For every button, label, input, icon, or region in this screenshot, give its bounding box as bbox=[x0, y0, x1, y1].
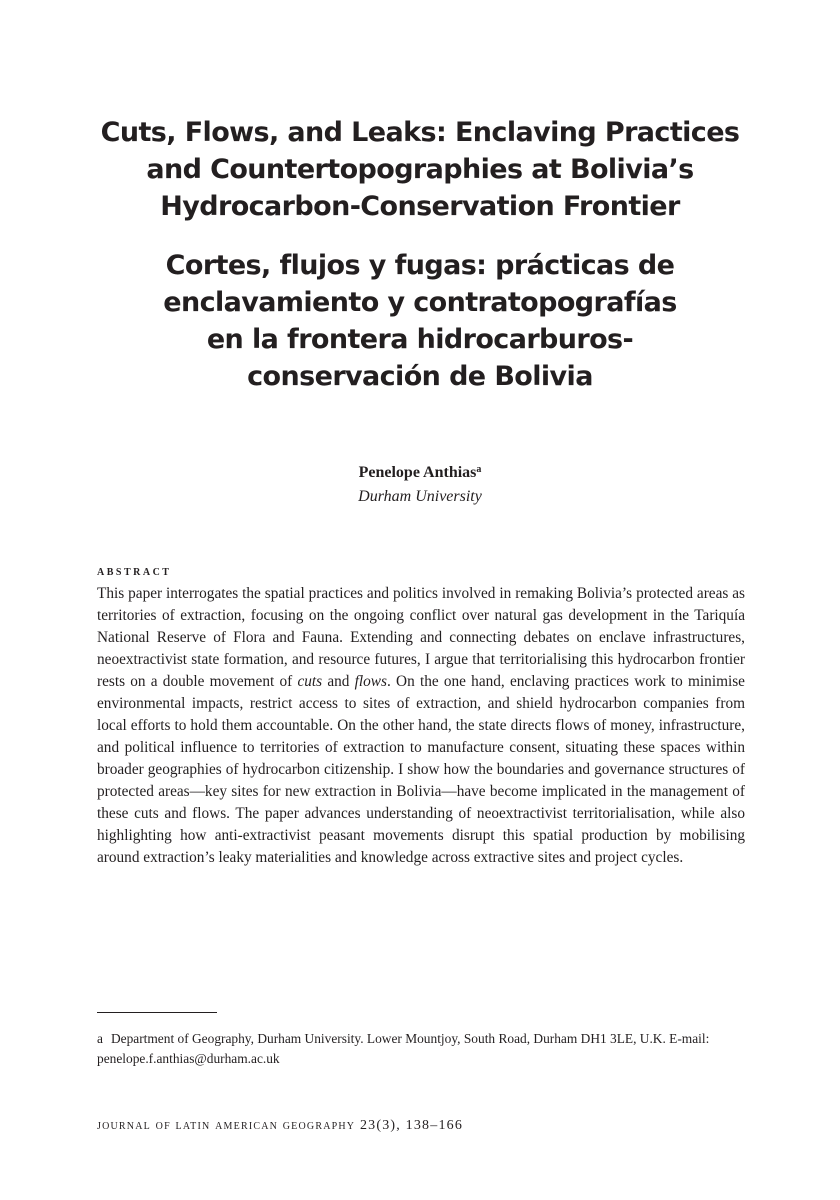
footnote-text: Department of Geography, Durham University. Lower Mountjoy, South Road, Durham DH1 3LE, U.K. E-mail: penelope.f.anthias@durham.ac.uk bbox=[97, 1031, 710, 1066]
journal-footer bbox=[97, 1118, 463, 1134]
title-spanish-line: en la frontera hidrocarburos- bbox=[206, 324, 634, 355]
journal-name: journal of latin american geography bbox=[97, 1118, 356, 1133]
author-affiliation: Durham University bbox=[358, 488, 482, 505]
abstract-body bbox=[97, 583, 745, 869]
title-spanish bbox=[70, 247, 770, 395]
title-english-line: Cuts, Flows, and Leaks: Enclaving Practices bbox=[100, 117, 740, 148]
title-english bbox=[70, 114, 770, 225]
title-spanish-line: Cortes, flujos y fugas: prácticas de bbox=[165, 250, 675, 281]
title-spanish-line: enclavamiento y contratopografías bbox=[163, 287, 677, 318]
abstract-emphasis: cuts bbox=[297, 673, 323, 690]
abstract-text: This paper interrogates the spatial practices and politics involved in remaking Bolivia’s protected areas as territories of extraction, focusing on the ongoing conflict over natural gas development in the Tariquía National Reserve of Flora and Fauna. Extending and connecting debates on enclave infrastructures, neoextractivist state formation, and resource futures, I argue that territorialising this hydrocarbon frontier rests on a double movement of bbox=[97, 585, 745, 690]
author-footnote-marker: a bbox=[476, 464, 482, 475]
abstract-text: and bbox=[322, 673, 355, 690]
abstract-section bbox=[97, 563, 745, 869]
footnote-divider bbox=[97, 1012, 217, 1013]
abstract-text: . On the one hand, enclaving practices work to minimise environmental impacts, restrict access to sites of extraction, and shield hydrocarbon companies from local efforts to hold them accountable. On the other hand, the state directs flows of money, infrastructure, and political influence to territories of extraction to manufacture consent, situating these spaces within broader geographies of hydrocarbon citizenship. I show how the boundaries and governance structures of protected areas—key sites for new extraction in Bolivia—have become implicated in the management of these cuts and flows. The paper advances understanding of neoextractivist territorialisation, while also highlighting how anti-extractivist peasant movements disrupt this spatial production by mobilising around extraction’s leaky materialities and knowledge across extractive sites and project cycles. bbox=[97, 673, 745, 866]
author-block bbox=[0, 459, 840, 508]
abstract-emphasis: flows bbox=[354, 673, 387, 690]
title-block bbox=[70, 114, 770, 395]
title-english-line: and Countertopographies at Bolivia’s bbox=[146, 154, 694, 185]
footnote-marker: a bbox=[97, 1031, 103, 1046]
author-name-line bbox=[0, 459, 840, 484]
title-english-line: Hydrocarbon-Conservation Frontier bbox=[160, 191, 680, 222]
author-name: Penelope Anthias bbox=[358, 464, 477, 481]
footnote bbox=[97, 1029, 747, 1069]
journal-citation: 23(3), 138–166 bbox=[359, 1118, 464, 1133]
abstract-heading: abstract bbox=[97, 564, 172, 579]
title-spanish-line: conservación de Bolivia bbox=[247, 361, 593, 392]
